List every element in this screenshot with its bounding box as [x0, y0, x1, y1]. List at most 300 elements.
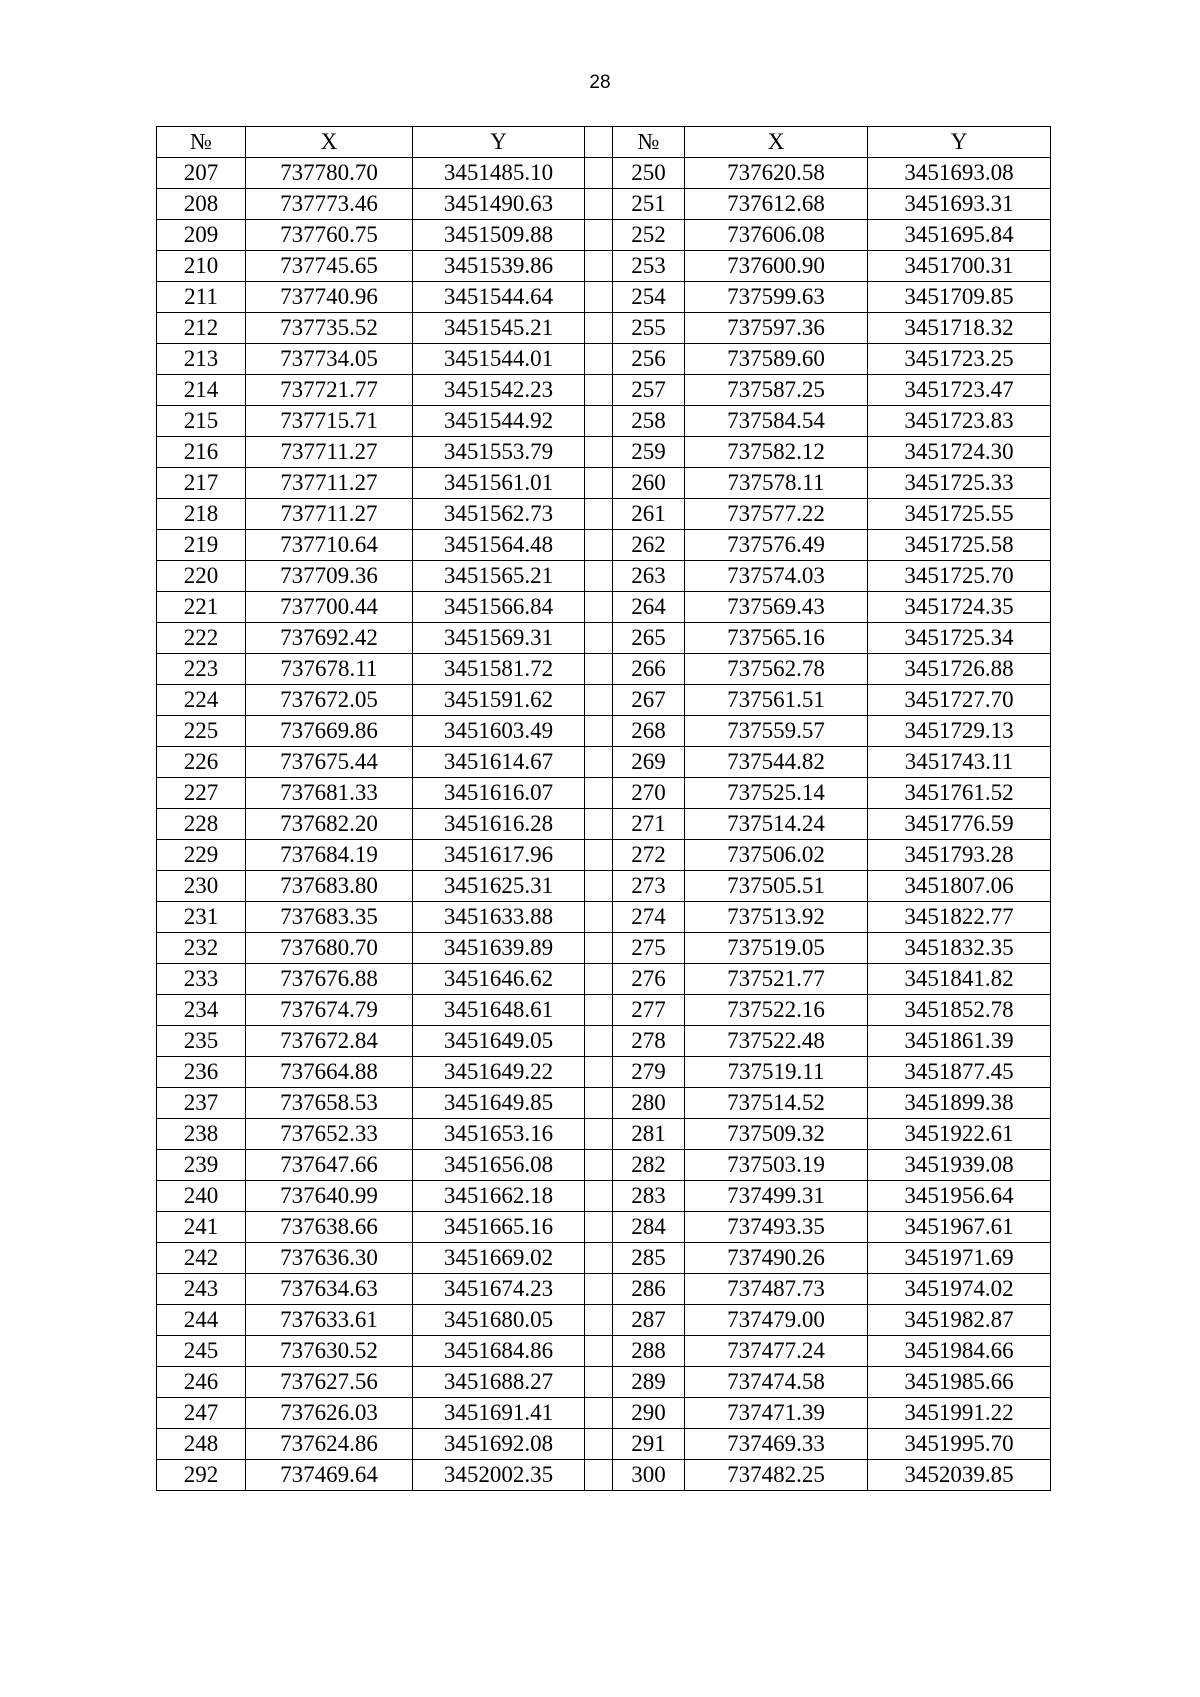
cell-y-right: 3451985.66 — [868, 1367, 1051, 1398]
cell-gap — [585, 406, 613, 437]
cell-gap — [585, 809, 613, 840]
cell-y-right: 3451725.34 — [868, 623, 1051, 654]
table-row — [157, 1026, 1051, 1057]
table-row — [157, 468, 1051, 499]
cell-gap — [585, 158, 613, 189]
cell-number-left: 233 — [157, 964, 246, 995]
table-row — [157, 220, 1051, 251]
table-row — [157, 1150, 1051, 1181]
cell-y-left: 3451653.16 — [413, 1119, 585, 1150]
cell-gap — [585, 995, 613, 1026]
cell-y-left: 3451656.08 — [413, 1150, 585, 1181]
cell-x-left: 737745.65 — [246, 251, 413, 282]
cell-gap — [585, 1460, 613, 1491]
cell-number-right: 286 — [613, 1274, 685, 1305]
cell-gap — [585, 1088, 613, 1119]
cell-y-left: 3451633.88 — [413, 902, 585, 933]
cell-y-right: 3451725.70 — [868, 561, 1051, 592]
table-row — [157, 1243, 1051, 1274]
cell-number-right: 262 — [613, 530, 685, 561]
cell-y-right: 3451922.61 — [868, 1119, 1051, 1150]
coordinates-table — [156, 126, 1051, 1491]
cell-y-right: 3451861.39 — [868, 1026, 1051, 1057]
cell-number-left: 222 — [157, 623, 246, 654]
cell-y-right: 3451725.55 — [868, 499, 1051, 530]
cell-x-right: 737612.68 — [685, 189, 868, 220]
cell-x-right: 737578.11 — [685, 468, 868, 499]
cell-number-left: 247 — [157, 1398, 246, 1429]
cell-number-left: 226 — [157, 747, 246, 778]
cell-number-left: 235 — [157, 1026, 246, 1057]
table-row — [157, 1305, 1051, 1336]
cell-x-right: 737561.51 — [685, 685, 868, 716]
cell-y-left: 3451688.27 — [413, 1367, 585, 1398]
cell-y-left: 3451490.63 — [413, 189, 585, 220]
cell-number-right: 271 — [613, 809, 685, 840]
cell-gap — [585, 468, 613, 499]
table-row — [157, 437, 1051, 468]
cell-x-right: 737569.43 — [685, 592, 868, 623]
cell-gap — [585, 933, 613, 964]
table-row — [157, 840, 1051, 871]
table-row — [157, 933, 1051, 964]
cell-number-left: 214 — [157, 375, 246, 406]
cell-y-right: 3451822.77 — [868, 902, 1051, 933]
cell-y-right: 3451939.08 — [868, 1150, 1051, 1181]
cell-x-left: 737721.77 — [246, 375, 413, 406]
cell-x-right: 737474.58 — [685, 1367, 868, 1398]
cell-x-right: 737471.39 — [685, 1398, 868, 1429]
cell-x-right: 737589.60 — [685, 344, 868, 375]
cell-y-right: 3451967.61 — [868, 1212, 1051, 1243]
cell-y-right: 3451729.13 — [868, 716, 1051, 747]
cell-y-right: 3451723.83 — [868, 406, 1051, 437]
cell-x-left: 737652.33 — [246, 1119, 413, 1150]
cell-number-right: 260 — [613, 468, 685, 499]
cell-x-right: 737514.24 — [685, 809, 868, 840]
header-y-left: Y — [413, 127, 585, 158]
cell-y-right: 3451727.70 — [868, 685, 1051, 716]
table-row — [157, 995, 1051, 1026]
table-row — [157, 344, 1051, 375]
cell-number-right: 281 — [613, 1119, 685, 1150]
page-number: 28 — [589, 72, 611, 93]
cell-x-right: 737584.54 — [685, 406, 868, 437]
cell-number-left: 229 — [157, 840, 246, 871]
cell-x-right: 737519.11 — [685, 1057, 868, 1088]
cell-gap — [585, 1119, 613, 1150]
cell-y-right: 3451693.08 — [868, 158, 1051, 189]
table-row — [157, 1181, 1051, 1212]
cell-number-left: 244 — [157, 1305, 246, 1336]
cell-gap — [585, 344, 613, 375]
cell-gap — [585, 1057, 613, 1088]
cell-y-left: 3451562.73 — [413, 499, 585, 530]
cell-number-left: 240 — [157, 1181, 246, 1212]
cell-x-right: 737505.51 — [685, 871, 868, 902]
cell-number-right: 255 — [613, 313, 685, 344]
cell-gap — [585, 654, 613, 685]
cell-x-left: 737630.52 — [246, 1336, 413, 1367]
cell-gap — [585, 685, 613, 716]
cell-x-right: 737493.35 — [685, 1212, 868, 1243]
cell-number-right: 275 — [613, 933, 685, 964]
cell-y-right: 3451991.22 — [868, 1398, 1051, 1429]
cell-x-right: 737544.82 — [685, 747, 868, 778]
cell-y-right: 3451718.32 — [868, 313, 1051, 344]
cell-x-left: 737715.71 — [246, 406, 413, 437]
cell-number-right: 276 — [613, 964, 685, 995]
table-row — [157, 1119, 1051, 1150]
cell-x-left: 737638.66 — [246, 1212, 413, 1243]
cell-number-left: 246 — [157, 1367, 246, 1398]
cell-gap — [585, 313, 613, 344]
cell-y-left: 3451692.08 — [413, 1429, 585, 1460]
cell-y-left: 3451564.48 — [413, 530, 585, 561]
cell-gap — [585, 902, 613, 933]
cell-y-left: 3451566.84 — [413, 592, 585, 623]
cell-number-left: 211 — [157, 282, 246, 313]
cell-number-left: 234 — [157, 995, 246, 1026]
cell-y-left: 3451691.41 — [413, 1398, 585, 1429]
table-row — [157, 1088, 1051, 1119]
cell-gap — [585, 840, 613, 871]
cell-gap — [585, 871, 613, 902]
cell-gap — [585, 1429, 613, 1460]
cell-gap — [585, 1398, 613, 1429]
cell-x-left: 737647.66 — [246, 1150, 413, 1181]
cell-gap — [585, 1243, 613, 1274]
cell-y-right: 3451807.06 — [868, 871, 1051, 902]
cell-y-left: 3451544.01 — [413, 344, 585, 375]
cell-y-left: 3451649.05 — [413, 1026, 585, 1057]
cell-x-right: 737525.14 — [685, 778, 868, 809]
table-row — [157, 747, 1051, 778]
cell-y-left: 3451509.88 — [413, 220, 585, 251]
cell-x-left: 737669.86 — [246, 716, 413, 747]
cell-y-right: 3451832.35 — [868, 933, 1051, 964]
cell-number-left: 227 — [157, 778, 246, 809]
cell-y-right: 3451726.88 — [868, 654, 1051, 685]
table-row — [157, 1336, 1051, 1367]
cell-x-right: 737587.25 — [685, 375, 868, 406]
cell-x-right: 737522.48 — [685, 1026, 868, 1057]
cell-y-left: 3451649.22 — [413, 1057, 585, 1088]
cell-x-left: 737700.44 — [246, 592, 413, 623]
cell-y-right: 3451725.33 — [868, 468, 1051, 499]
cell-x-left: 737711.27 — [246, 499, 413, 530]
cell-number-left: 217 — [157, 468, 246, 499]
cell-gap — [585, 592, 613, 623]
cell-number-left: 219 — [157, 530, 246, 561]
table-row — [157, 530, 1051, 561]
cell-y-right: 3451776.59 — [868, 809, 1051, 840]
cell-x-left: 737709.36 — [246, 561, 413, 592]
table-row — [157, 871, 1051, 902]
cell-y-left: 3451569.31 — [413, 623, 585, 654]
cell-number-right: 264 — [613, 592, 685, 623]
cell-number-right: 279 — [613, 1057, 685, 1088]
cell-number-right: 268 — [613, 716, 685, 747]
cell-gap — [585, 375, 613, 406]
cell-number-left: 225 — [157, 716, 246, 747]
cell-x-left: 737634.63 — [246, 1274, 413, 1305]
cell-y-left: 3451669.02 — [413, 1243, 585, 1274]
cell-number-left: 207 — [157, 158, 246, 189]
cell-gap — [585, 189, 613, 220]
cell-gap — [585, 437, 613, 468]
cell-y-right: 3451743.11 — [868, 747, 1051, 778]
cell-y-left: 3451616.28 — [413, 809, 585, 840]
cell-y-right: 3451974.02 — [868, 1274, 1051, 1305]
cell-y-right: 3451841.82 — [868, 964, 1051, 995]
cell-y-right: 3451761.52 — [868, 778, 1051, 809]
table-row — [157, 313, 1051, 344]
table-header — [157, 127, 1051, 158]
table-row — [157, 375, 1051, 406]
cell-x-right: 737565.16 — [685, 623, 868, 654]
header-gap — [585, 127, 613, 158]
cell-x-left: 737711.27 — [246, 468, 413, 499]
cell-number-left: 209 — [157, 220, 246, 251]
cell-number-right: 288 — [613, 1336, 685, 1367]
header-number-right: № — [613, 127, 685, 158]
cell-x-right: 737599.63 — [685, 282, 868, 313]
cell-number-right: 284 — [613, 1212, 685, 1243]
cell-x-right: 737514.52 — [685, 1088, 868, 1119]
cell-y-right: 3451724.30 — [868, 437, 1051, 468]
cell-number-right: 251 — [613, 189, 685, 220]
cell-gap — [585, 1274, 613, 1305]
cell-number-right: 280 — [613, 1088, 685, 1119]
cell-y-left: 3451625.31 — [413, 871, 585, 902]
table-row — [157, 809, 1051, 840]
cell-y-right: 3451723.47 — [868, 375, 1051, 406]
cell-x-right: 737606.08 — [685, 220, 868, 251]
cell-y-right: 3451709.85 — [868, 282, 1051, 313]
cell-x-left: 737674.79 — [246, 995, 413, 1026]
cell-number-left: 228 — [157, 809, 246, 840]
cell-x-left: 737683.80 — [246, 871, 413, 902]
cell-y-right: 3451725.58 — [868, 530, 1051, 561]
cell-x-left: 737710.64 — [246, 530, 413, 561]
table-row — [157, 1398, 1051, 1429]
cell-number-left: 237 — [157, 1088, 246, 1119]
cell-y-left: 3451544.92 — [413, 406, 585, 437]
cell-number-right: 254 — [613, 282, 685, 313]
cell-x-right: 737600.90 — [685, 251, 868, 282]
table-row — [157, 282, 1051, 313]
cell-y-left: 3451616.07 — [413, 778, 585, 809]
cell-number-right: 250 — [613, 158, 685, 189]
table-row — [157, 189, 1051, 220]
cell-y-right: 3452039.85 — [868, 1460, 1051, 1491]
cell-x-left: 737672.84 — [246, 1026, 413, 1057]
cell-number-left: 220 — [157, 561, 246, 592]
cell-x-left: 737740.96 — [246, 282, 413, 313]
cell-number-left: 210 — [157, 251, 246, 282]
cell-x-right: 737509.32 — [685, 1119, 868, 1150]
cell-number-right: 283 — [613, 1181, 685, 1212]
cell-number-right: 273 — [613, 871, 685, 902]
cell-y-right: 3451695.84 — [868, 220, 1051, 251]
table-row — [157, 1429, 1051, 1460]
cell-y-right: 3451700.31 — [868, 251, 1051, 282]
cell-gap — [585, 1305, 613, 1336]
cell-number-right: 285 — [613, 1243, 685, 1274]
table-row — [157, 251, 1051, 282]
cell-number-left: 245 — [157, 1336, 246, 1367]
header-number-left: № — [157, 127, 246, 158]
table-row — [157, 1274, 1051, 1305]
cell-y-left: 3451665.16 — [413, 1212, 585, 1243]
cell-number-left: 232 — [157, 933, 246, 964]
cell-number-left: 221 — [157, 592, 246, 623]
cell-number-right: 267 — [613, 685, 685, 716]
cell-x-right: 737582.12 — [685, 437, 868, 468]
cell-number-left: 212 — [157, 313, 246, 344]
cell-x-left: 737675.44 — [246, 747, 413, 778]
cell-number-right: 274 — [613, 902, 685, 933]
cell-y-left: 3451565.21 — [413, 561, 585, 592]
cell-gap — [585, 747, 613, 778]
header-y-right: Y — [868, 127, 1051, 158]
cell-x-right: 737576.49 — [685, 530, 868, 561]
cell-y-left: 3451649.85 — [413, 1088, 585, 1119]
cell-x-right: 737482.25 — [685, 1460, 868, 1491]
cell-x-left: 737773.46 — [246, 189, 413, 220]
cell-x-left: 737469.64 — [246, 1460, 413, 1491]
cell-number-right: 265 — [613, 623, 685, 654]
cell-y-right: 3451852.78 — [868, 995, 1051, 1026]
cell-x-left: 737658.53 — [246, 1088, 413, 1119]
cell-gap — [585, 1026, 613, 1057]
cell-number-right: 278 — [613, 1026, 685, 1057]
cell-y-left: 3451648.61 — [413, 995, 585, 1026]
cell-number-left: 218 — [157, 499, 246, 530]
cell-y-right: 3451723.25 — [868, 344, 1051, 375]
cell-gap — [585, 561, 613, 592]
cell-number-right: 300 — [613, 1460, 685, 1491]
cell-number-left: 242 — [157, 1243, 246, 1274]
cell-x-left: 737633.61 — [246, 1305, 413, 1336]
cell-y-left: 3451614.67 — [413, 747, 585, 778]
cell-number-left: 241 — [157, 1212, 246, 1243]
cell-x-right: 737577.22 — [685, 499, 868, 530]
table-row — [157, 592, 1051, 623]
table-row — [157, 1057, 1051, 1088]
cell-x-right: 737469.33 — [685, 1429, 868, 1460]
cell-y-left: 3451544.64 — [413, 282, 585, 313]
cell-gap — [585, 623, 613, 654]
cell-number-right: 257 — [613, 375, 685, 406]
cell-number-left: 292 — [157, 1460, 246, 1491]
cell-number-right: 289 — [613, 1367, 685, 1398]
cell-number-left: 213 — [157, 344, 246, 375]
cell-number-left: 224 — [157, 685, 246, 716]
cell-number-right: 266 — [613, 654, 685, 685]
cell-y-left: 3451581.72 — [413, 654, 585, 685]
cell-number-left: 248 — [157, 1429, 246, 1460]
cell-y-left: 3451539.86 — [413, 251, 585, 282]
cell-x-right: 737597.36 — [685, 313, 868, 344]
cell-x-right: 737487.73 — [685, 1274, 868, 1305]
table-row — [157, 964, 1051, 995]
cell-gap — [585, 1150, 613, 1181]
table-row — [157, 902, 1051, 933]
cell-y-left: 3451485.10 — [413, 158, 585, 189]
cell-number-left: 236 — [157, 1057, 246, 1088]
table-row — [157, 1212, 1051, 1243]
cell-y-right: 3451793.28 — [868, 840, 1051, 871]
cell-y-right: 3451877.45 — [868, 1057, 1051, 1088]
cell-x-right: 737490.26 — [685, 1243, 868, 1274]
cell-x-right: 737506.02 — [685, 840, 868, 871]
cell-number-right: 270 — [613, 778, 685, 809]
cell-number-left: 230 — [157, 871, 246, 902]
table-row — [157, 716, 1051, 747]
cell-x-right: 737620.58 — [685, 158, 868, 189]
cell-gap — [585, 251, 613, 282]
cell-x-left: 737676.88 — [246, 964, 413, 995]
cell-x-left: 737636.30 — [246, 1243, 413, 1274]
cell-gap — [585, 964, 613, 995]
cell-x-left: 737640.99 — [246, 1181, 413, 1212]
table-row — [157, 1460, 1051, 1491]
cell-y-left: 3451603.49 — [413, 716, 585, 747]
cell-x-right: 737499.31 — [685, 1181, 868, 1212]
cell-y-left: 3451553.79 — [413, 437, 585, 468]
table-row — [157, 654, 1051, 685]
cell-y-left: 3451646.62 — [413, 964, 585, 995]
cell-y-left: 3451542.23 — [413, 375, 585, 406]
cell-gap — [585, 499, 613, 530]
cell-y-right: 3451899.38 — [868, 1088, 1051, 1119]
cell-y-left: 3451662.18 — [413, 1181, 585, 1212]
cell-number-right: 272 — [613, 840, 685, 871]
cell-gap — [585, 778, 613, 809]
cell-gap — [585, 530, 613, 561]
cell-x-right: 737559.57 — [685, 716, 868, 747]
cell-x-left: 737683.35 — [246, 902, 413, 933]
cell-x-left: 737684.19 — [246, 840, 413, 871]
table-row — [157, 561, 1051, 592]
cell-y-left: 3451617.96 — [413, 840, 585, 871]
cell-y-left: 3451639.89 — [413, 933, 585, 964]
cell-gap — [585, 716, 613, 747]
cell-x-right: 737521.77 — [685, 964, 868, 995]
cell-number-right: 253 — [613, 251, 685, 282]
cell-y-right: 3451693.31 — [868, 189, 1051, 220]
cell-y-left: 3452002.35 — [413, 1460, 585, 1491]
cell-number-left: 223 — [157, 654, 246, 685]
cell-x-left: 737672.05 — [246, 685, 413, 716]
cell-x-right: 737479.00 — [685, 1305, 868, 1336]
cell-x-left: 737682.20 — [246, 809, 413, 840]
header-x-left: X — [246, 127, 413, 158]
cell-number-right: 291 — [613, 1429, 685, 1460]
cell-number-right: 261 — [613, 499, 685, 530]
cell-x-right: 737522.16 — [685, 995, 868, 1026]
cell-gap — [585, 1212, 613, 1243]
cell-gap — [585, 282, 613, 313]
cell-y-right: 3451984.66 — [868, 1336, 1051, 1367]
cell-y-right: 3451724.35 — [868, 592, 1051, 623]
table-row — [157, 499, 1051, 530]
table-body — [157, 158, 1051, 1491]
cell-x-right: 737519.05 — [685, 933, 868, 964]
cell-number-left: 216 — [157, 437, 246, 468]
